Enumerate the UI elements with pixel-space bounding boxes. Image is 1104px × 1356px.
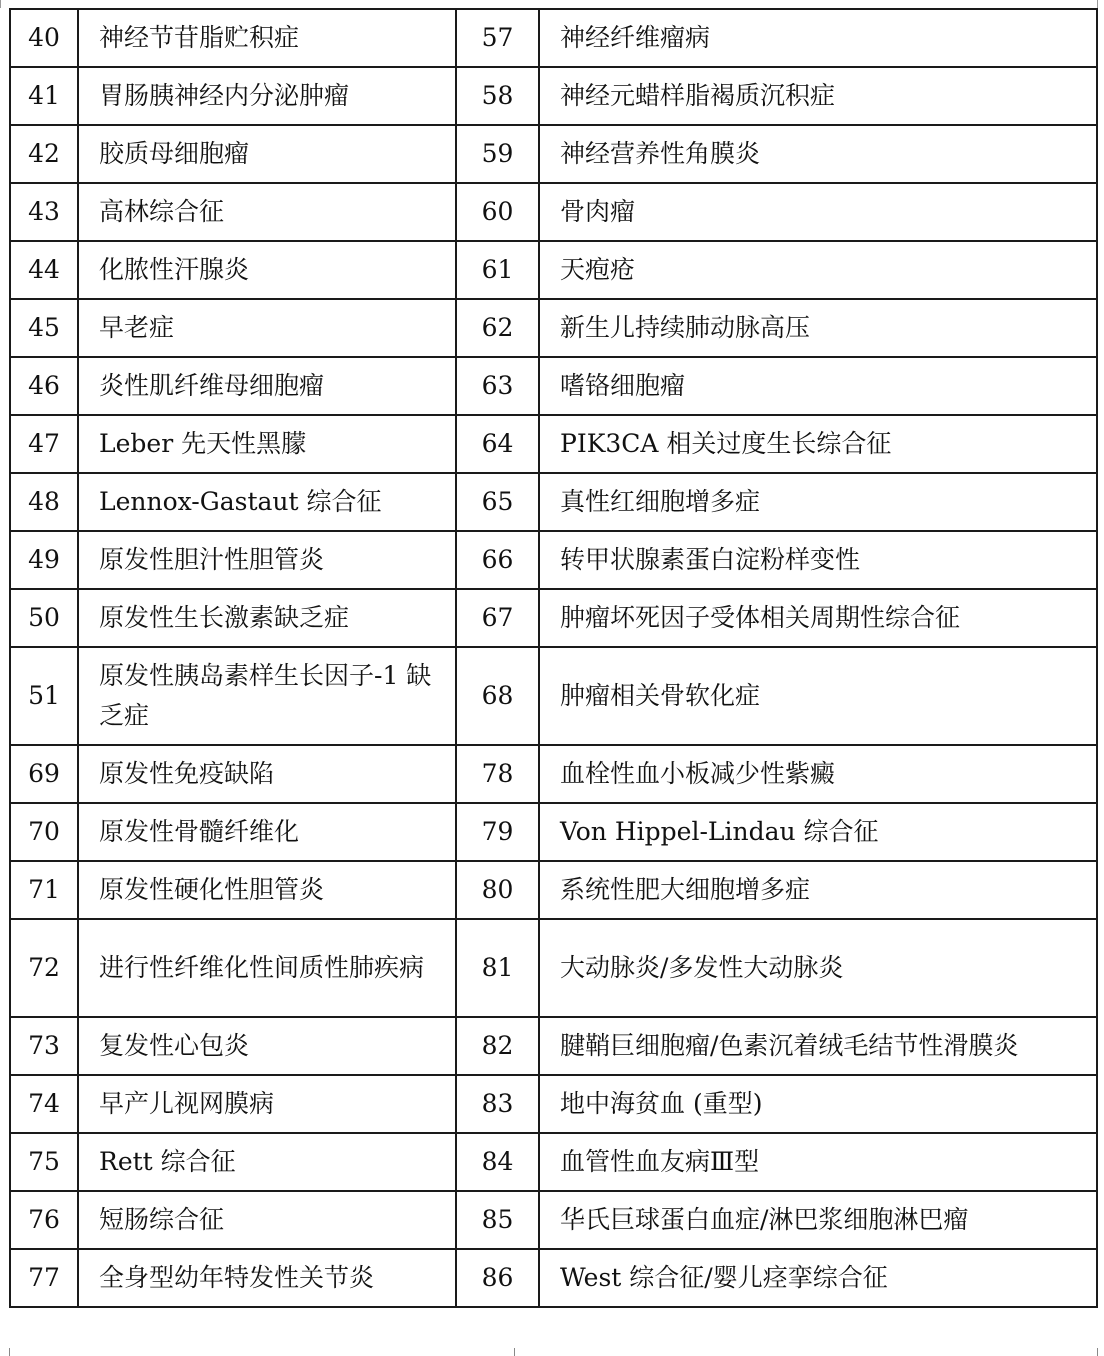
disease-table-body: [10, 9, 1097, 1307]
table-row: [10, 647, 1097, 745]
bottom-tick-right: [1097, 1348, 1098, 1356]
disease-name-right: 肿瘤坏死因子受体相关周期性综合征: [539, 589, 1097, 647]
row-number-right: 62: [456, 299, 539, 357]
table-row: [10, 919, 1097, 1017]
table-row: [10, 125, 1097, 183]
row-number-left: 42: [10, 125, 78, 183]
disease-name-left: 短肠综合征: [78, 1191, 456, 1249]
table-row: [10, 473, 1097, 531]
row-number-right: 79: [456, 803, 539, 861]
table-row: [10, 9, 1097, 67]
row-number-left: 50: [10, 589, 78, 647]
disease-name-left: 炎性肌纤维母细胞瘤: [78, 357, 456, 415]
disease-name-right: 神经元蜡样脂褐质沉积症: [539, 67, 1097, 125]
table-row: [10, 1249, 1097, 1307]
row-number-right: 80: [456, 861, 539, 919]
disease-name-right: 新生儿持续肺动脉高压: [539, 299, 1097, 357]
row-number-left: 47: [10, 415, 78, 473]
table-row: [10, 183, 1097, 241]
disease-name-left: 原发性胰岛素样生长因子-1 缺乏症: [78, 647, 456, 745]
row-number-right: 68: [456, 647, 539, 745]
disease-name-left: 神经节苷脂贮积症: [78, 9, 456, 67]
row-number-right: 67: [456, 589, 539, 647]
row-number-left: 73: [10, 1017, 78, 1075]
corner-mark-top-left: [0, 0, 1, 8]
row-number-right: 60: [456, 183, 539, 241]
table-row: [10, 531, 1097, 589]
table-row: [10, 357, 1097, 415]
corner-mark-top-right: [1097, 0, 1098, 8]
disease-table: [9, 8, 1098, 1308]
row-number-left: 75: [10, 1133, 78, 1191]
disease-name-left: 原发性硬化性胆管炎: [78, 861, 456, 919]
table-row: [10, 67, 1097, 125]
table-row: [10, 803, 1097, 861]
row-number-right: 81: [456, 919, 539, 1017]
disease-name-left: Leber 先天性黑朦: [78, 415, 456, 473]
disease-name-right: Von Hippel-Lindau 综合征: [539, 803, 1097, 861]
disease-name-right: 嗜铬细胞瘤: [539, 357, 1097, 415]
disease-name-left: 原发性生长激素缺乏症: [78, 589, 456, 647]
disease-name-left: 早老症: [78, 299, 456, 357]
bottom-tick-middle: [514, 1348, 515, 1356]
row-number-left: 71: [10, 861, 78, 919]
disease-name-right: 转甲状腺素蛋白淀粉样变性: [539, 531, 1097, 589]
disease-name-right: PIK3CA 相关过度生长综合征: [539, 415, 1097, 473]
row-number-left: 51: [10, 647, 78, 745]
disease-name-left: 全身型幼年特发性关节炎: [78, 1249, 456, 1307]
disease-name-left: 胶质母细胞瘤: [78, 125, 456, 183]
row-number-left: 76: [10, 1191, 78, 1249]
row-number-right: 65: [456, 473, 539, 531]
row-number-right: 78: [456, 745, 539, 803]
row-number-right: 82: [456, 1017, 539, 1075]
disease-name-right: 真性红细胞增多症: [539, 473, 1097, 531]
row-number-left: 48: [10, 473, 78, 531]
disease-name-left: Rett 综合征: [78, 1133, 456, 1191]
table-row: [10, 299, 1097, 357]
table-row: [10, 589, 1097, 647]
disease-name-left: 高林综合征: [78, 183, 456, 241]
row-number-left: 70: [10, 803, 78, 861]
table-row: [10, 1017, 1097, 1075]
table-row: [10, 1133, 1097, 1191]
disease-name-left: 化脓性汗腺炎: [78, 241, 456, 299]
row-number-left: 74: [10, 1075, 78, 1133]
table-row: [10, 861, 1097, 919]
disease-name-right: 神经营养性角膜炎: [539, 125, 1097, 183]
table-row: [10, 1075, 1097, 1133]
disease-name-right: 天疱疮: [539, 241, 1097, 299]
disease-name-right: West 综合征/婴儿痉挛综合征: [539, 1249, 1097, 1307]
row-number-left: 69: [10, 745, 78, 803]
disease-name-right: 系统性肥大细胞增多症: [539, 861, 1097, 919]
row-number-left: 43: [10, 183, 78, 241]
disease-name-right: 血管性血友病Ⅲ型: [539, 1133, 1097, 1191]
row-number-right: 63: [456, 357, 539, 415]
disease-name-left: 早产儿视网膜病: [78, 1075, 456, 1133]
disease-name-left: 进行性纤维化性间质性肺疾病: [78, 919, 456, 1017]
row-number-left: 41: [10, 67, 78, 125]
row-number-right: 64: [456, 415, 539, 473]
disease-name-right: 骨肉瘤: [539, 183, 1097, 241]
row-number-right: 57: [456, 9, 539, 67]
row-number-right: 84: [456, 1133, 539, 1191]
row-number-left: 77: [10, 1249, 78, 1307]
disease-name-left: 原发性胆汁性胆管炎: [78, 531, 456, 589]
row-number-right: 83: [456, 1075, 539, 1133]
page-bottom-marks: [0, 1348, 1104, 1356]
row-number-right: 86: [456, 1249, 539, 1307]
table-row: [10, 1191, 1097, 1249]
row-number-right: 58: [456, 67, 539, 125]
disease-name-right: 大动脉炎/多发性大动脉炎: [539, 919, 1097, 1017]
disease-name-left: 原发性骨髓纤维化: [78, 803, 456, 861]
row-number-left: 40: [10, 9, 78, 67]
disease-name-right: 腱鞘巨细胞瘤/色素沉着绒毛结节性滑膜炎: [539, 1017, 1097, 1075]
disease-name-left: 复发性心包炎: [78, 1017, 456, 1075]
table-row: [10, 241, 1097, 299]
disease-name-left: 胃肠胰神经内分泌肿瘤: [78, 67, 456, 125]
row-number-right: 66: [456, 531, 539, 589]
row-number-left: 44: [10, 241, 78, 299]
bottom-tick-left: [9, 1348, 10, 1356]
row-number-right: 85: [456, 1191, 539, 1249]
disease-name-right: 神经纤维瘤病: [539, 9, 1097, 67]
table-row: [10, 415, 1097, 473]
row-number-right: 59: [456, 125, 539, 183]
row-number-left: 49: [10, 531, 78, 589]
disease-name-right: 地中海贫血 (重型): [539, 1075, 1097, 1133]
row-number-right: 61: [456, 241, 539, 299]
disease-name-left: 原发性免疫缺陷: [78, 745, 456, 803]
disease-name-right: 华氏巨球蛋白血症/淋巴浆细胞淋巴瘤: [539, 1191, 1097, 1249]
table-row: [10, 745, 1097, 803]
row-number-left: 46: [10, 357, 78, 415]
disease-name-right: 血栓性血小板减少性紫癜: [539, 745, 1097, 803]
disease-name-right: 肿瘤相关骨软化症: [539, 647, 1097, 745]
disease-name-left: Lennox-Gastaut 综合征: [78, 473, 456, 531]
row-number-left: 72: [10, 919, 78, 1017]
row-number-left: 45: [10, 299, 78, 357]
